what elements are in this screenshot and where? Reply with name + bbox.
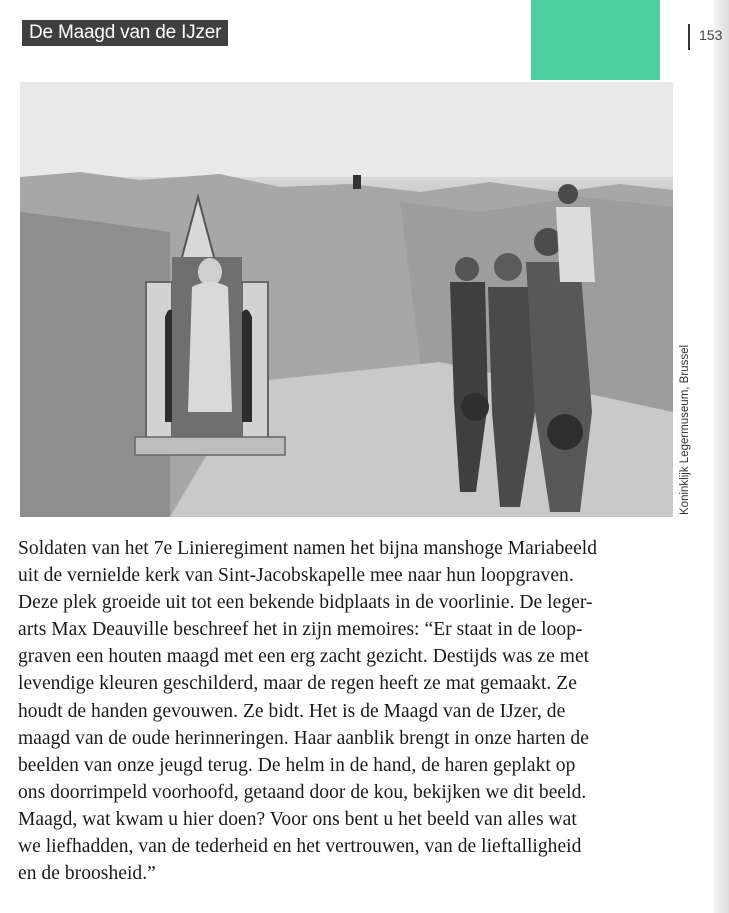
text-line: ons doorrimpeld voorhoofd, getaand door de kou, bekijken we dit beeld. [18,781,587,803]
text-line: houdt de handen gevouwen. Ze bidt. Het is de Maagd van de IJzer, de [18,700,566,722]
section-title [22,20,228,46]
text-line: Deze plek groeide uit tot een bekende bidplaats in de voorlinie. De leger- [18,592,593,614]
text-line: arts Max Deauville beschreef het in zijn memoires: “Er staat in de loop- [18,619,583,641]
text-line: beelden van onze jeugd terug. De helm in de hand, de haren geplakt op [18,754,576,776]
page-number-divider [688,24,690,50]
section-title-text: De Maagd van de IJzer [29,22,222,43]
text-line: maagd van de oude herinneringen. Haar aanblik brengt in onze harten de [18,727,589,749]
text-line: Soldaten van het 7e Linieregiment namen het bijna manshoge Mariabeeld [18,538,598,559]
page-number: 153 [699,27,723,43]
text-line: Maagd, wat kwam u hier doen? Voor ons bent u het beeld van alles wat [18,808,577,830]
photo-image-icon [20,82,673,517]
historical-photo [20,82,673,517]
text-line: we liefhadden, van de tederheid en het vertrouwen, van de lieftalligheid [18,836,582,858]
text-line: uit de vernielde kerk van Sint-Jacobskapelle mee naar hun loopgraven. [18,565,574,587]
page-edge [714,0,729,913]
text-line: en de broosheid.” [18,863,156,885]
body-paragraph [18,535,678,887]
text-line: graven een houten maagd met een erg zacht gezicht. Destijds was ze met [18,646,590,668]
green-tab-marker [531,0,660,80]
photo-credit: Koninklijk Legermuseum, Brussel [679,344,691,515]
text-line: levendige kleuren geschilderd, maar de regen heeft ze mat gemaakt. Ze [18,673,577,695]
